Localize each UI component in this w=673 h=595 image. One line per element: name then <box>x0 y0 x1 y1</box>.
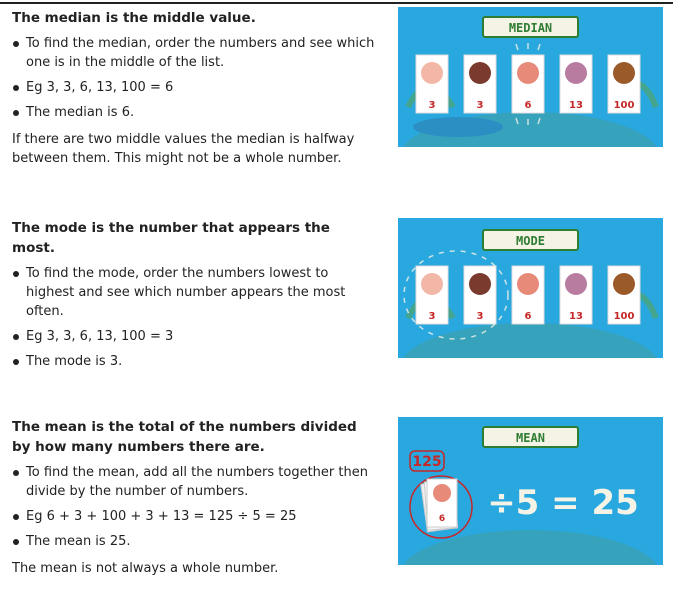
median-card <box>416 55 448 113</box>
mode-card <box>416 266 448 324</box>
svg-text:100: 100 <box>613 100 635 111</box>
mode-heading: The mode is the number that appears the most. <box>12 220 330 256</box>
mode-bullets <box>12 264 377 371</box>
mode-card <box>512 266 544 324</box>
mean-note: The mean is not always a whole number. <box>12 561 279 576</box>
svg-text:6: 6 <box>524 100 532 111</box>
median-card <box>560 55 592 113</box>
median-scene <box>398 7 663 147</box>
mean-sign-label: MEAN <box>516 431 545 445</box>
median-card <box>512 55 544 113</box>
median-illustration <box>398 7 663 147</box>
median-note: If there are two middle values the median is halfway between them. This might not be a whole number. <box>12 132 355 166</box>
svg-text:6: 6 <box>524 311 532 322</box>
mean-scene <box>398 417 663 565</box>
median-card <box>608 55 640 113</box>
mean-section <box>12 417 377 578</box>
mode-sign-label: MODE <box>516 234 545 248</box>
median-bullets <box>12 34 377 122</box>
median-heading: The median is the middle value. <box>12 10 256 26</box>
list-item: To find the median, order the numbers and see which one is in the middle of the list. <box>12 34 377 72</box>
mode-card <box>464 266 496 324</box>
svg-text:13: 13 <box>569 311 583 322</box>
svg-text:100: 100 <box>613 311 635 322</box>
mode-card <box>560 266 592 324</box>
svg-text:3: 3 <box>476 100 484 111</box>
mean-heading: The mean is the total of the numbers divided by how many numbers there are. <box>12 419 357 455</box>
median-section <box>12 8 377 168</box>
mode-card <box>608 266 640 324</box>
mean-card <box>427 479 457 527</box>
mode-section <box>12 218 377 377</box>
list-item: To find the mean, add all the numbers together then divide by the number of numbers. <box>12 463 377 501</box>
svg-text:13: 13 <box>569 100 583 111</box>
list-item: Eg 3, 3, 6, 13, 100 = 6 <box>12 78 377 97</box>
svg-text:3: 3 <box>428 311 436 322</box>
list-item: The mean is 25. <box>12 532 377 551</box>
mean-bullets <box>12 463 377 551</box>
median-sign-label: MEDIAN <box>508 21 553 35</box>
list-item: The mode is 3. <box>12 352 377 371</box>
top-rule <box>0 2 673 4</box>
mode-scene <box>398 218 663 358</box>
svg-text:6: 6 <box>438 514 446 524</box>
list-item: To find the mode, order the numbers lowest to highest and see which number appears the most often. <box>12 264 377 321</box>
svg-text:3: 3 <box>428 100 436 111</box>
median-card <box>464 55 496 113</box>
mean-total: 125 <box>412 454 442 470</box>
mean-illustration <box>398 417 663 565</box>
list-item: Eg 6 + 3 + 100 + 3 + 13 = 125 ÷ 5 = 25 <box>12 507 377 526</box>
list-item: Eg 3, 3, 6, 13, 100 = 3 <box>12 327 377 346</box>
mean-equation: ÷5 = 25 <box>487 483 639 523</box>
mode-illustration <box>398 218 663 358</box>
svg-text:3: 3 <box>476 311 484 322</box>
list-item: The median is 6. <box>12 103 377 122</box>
